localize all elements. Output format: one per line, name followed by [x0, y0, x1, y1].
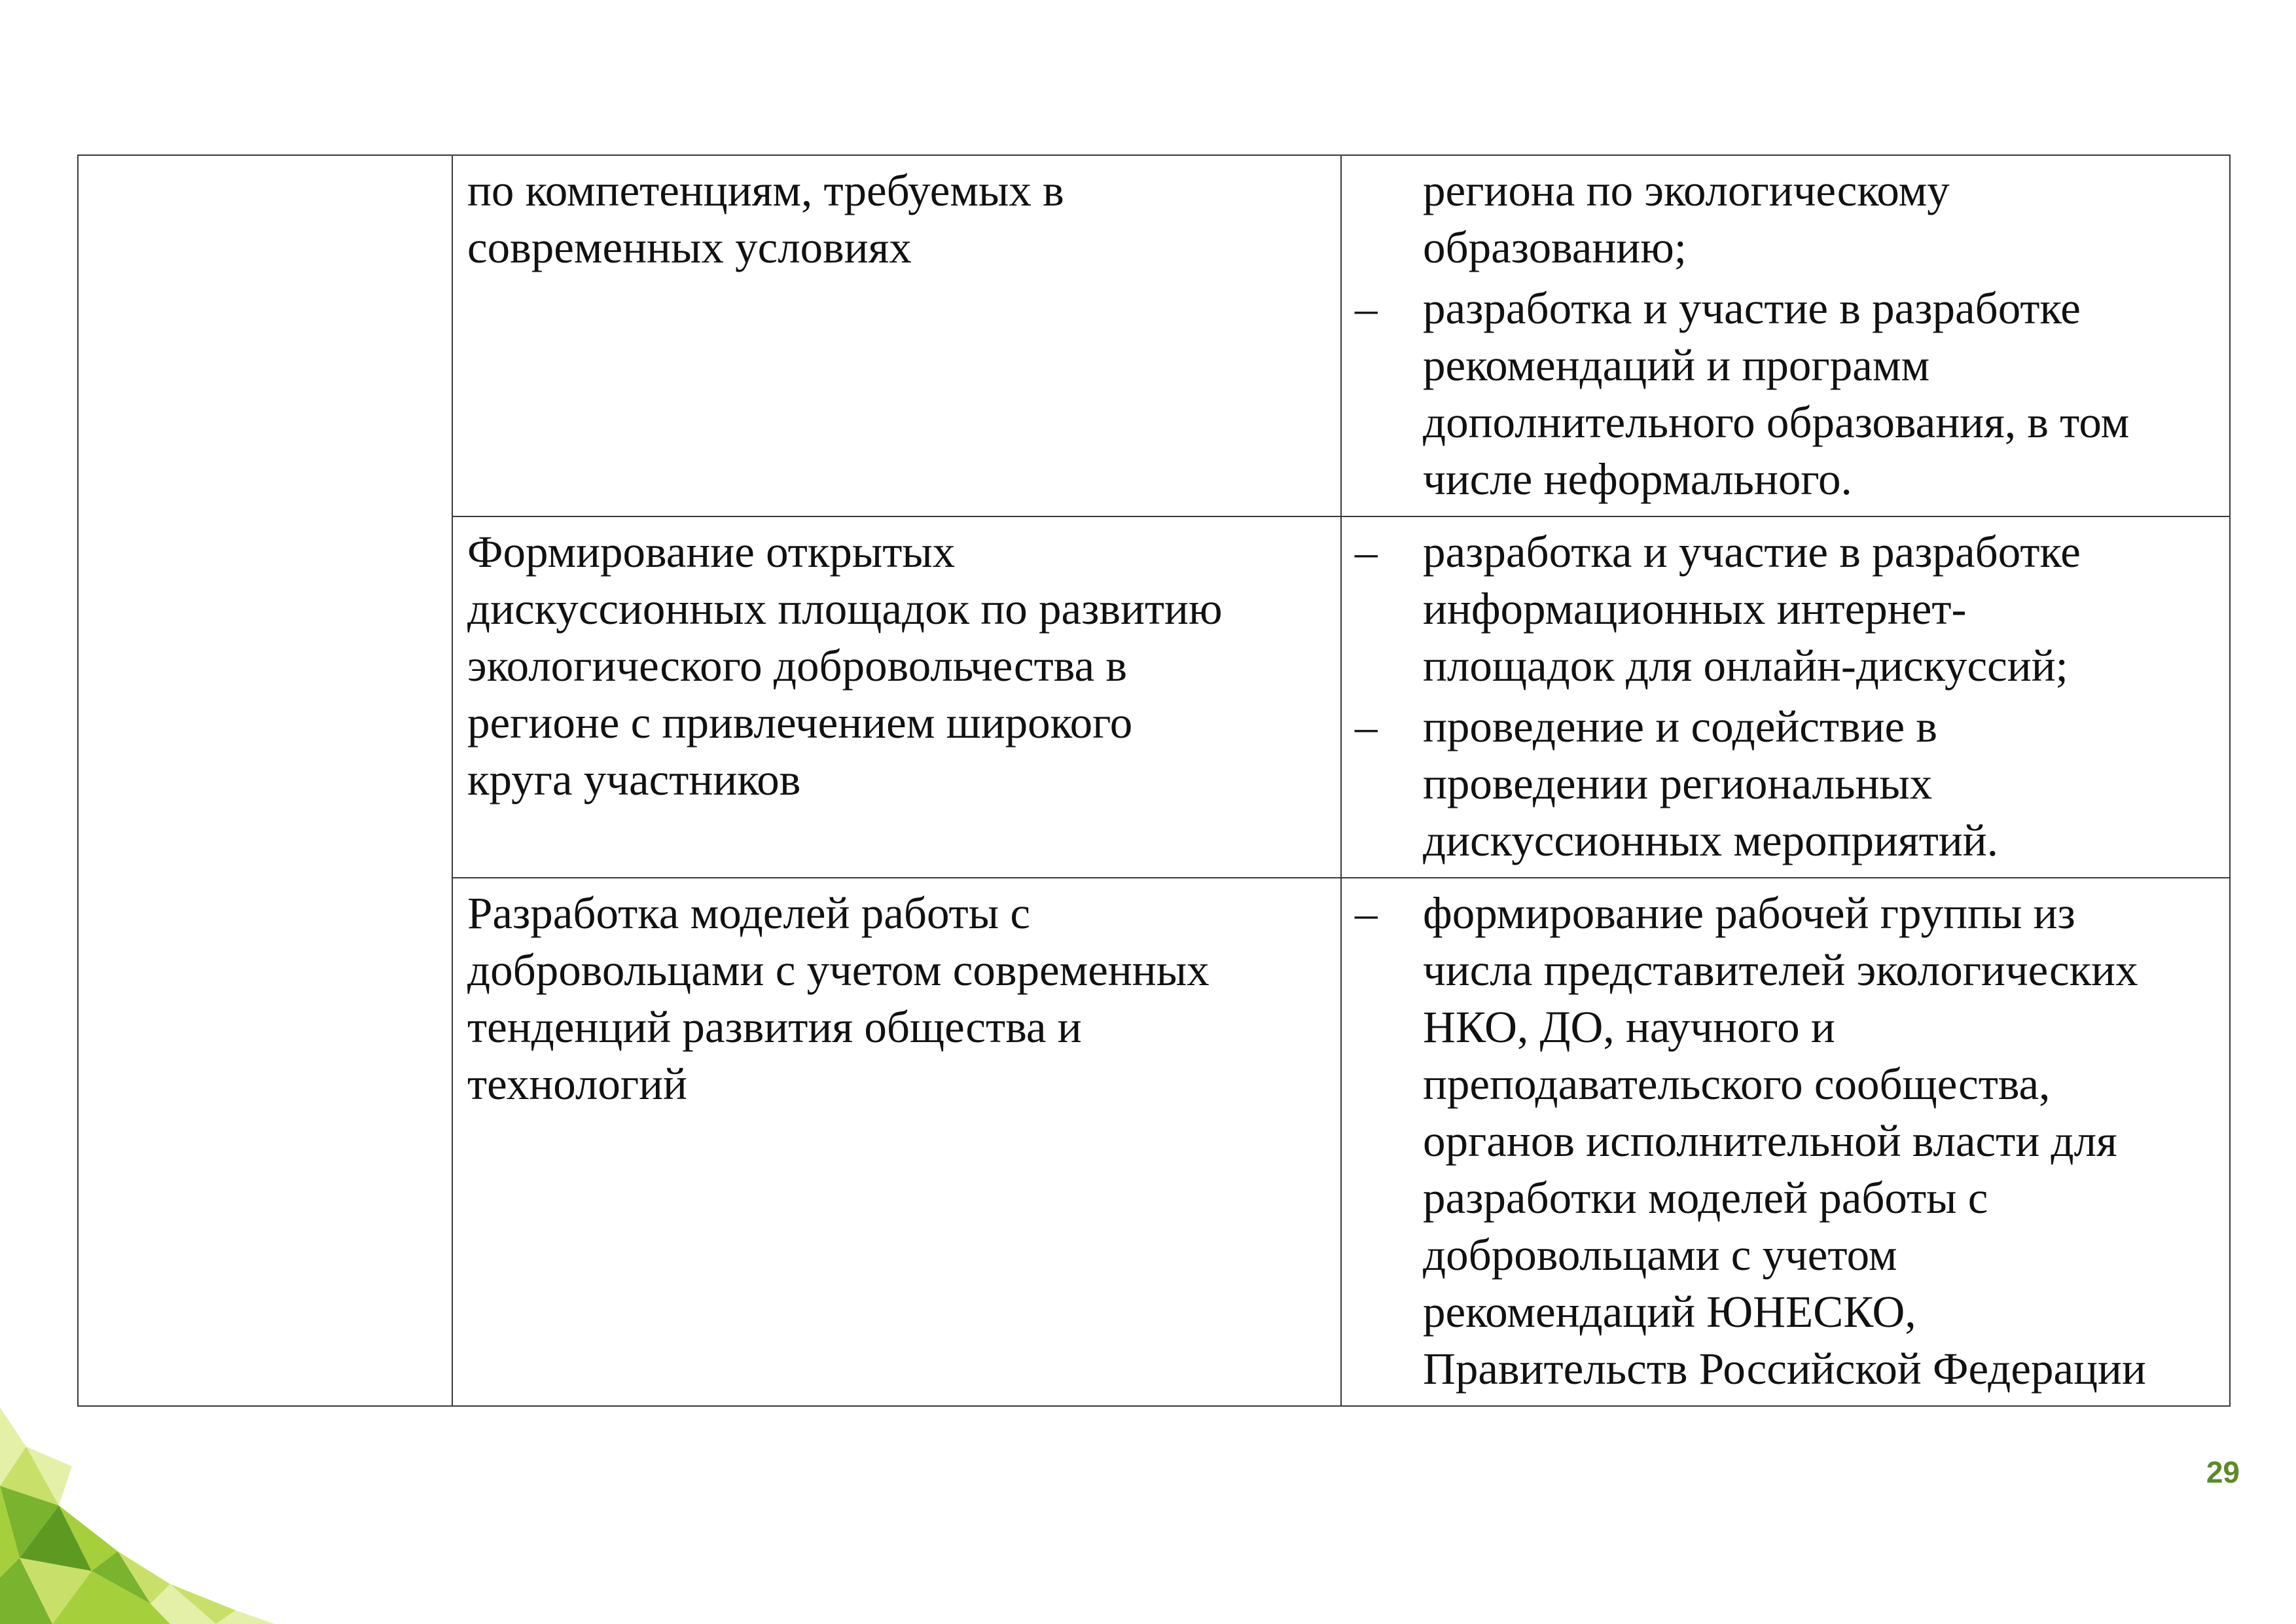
task-cell: [452, 516, 1341, 878]
actions-cell: [1341, 516, 2230, 878]
list-item-line: дополнительного образования, в том: [1423, 397, 2130, 447]
list-item-line: рекомендаций и программ: [1423, 340, 1930, 390]
continuation-line: образованию;: [1423, 223, 1687, 272]
list-item-line: дискуссионных мероприятий.: [1423, 816, 1998, 865]
task-line: тенденций развития общества и: [467, 1002, 1082, 1052]
list-item-line: разработки моделей работы с: [1423, 1173, 1988, 1223]
empty-category-cell: [78, 155, 452, 1406]
task-line: регионе с привлечением широкого: [467, 698, 1133, 748]
page-number: 29: [2206, 1455, 2240, 1489]
table-row: [78, 155, 2230, 516]
list-item-line: формирование рабочей группы из: [1423, 888, 2075, 938]
list-item-line: НКО, ДО, научного и: [1423, 1002, 1835, 1052]
dash-marker: –: [1355, 888, 1378, 938]
task-line: технологий: [467, 1059, 687, 1109]
task-line: Разработка моделей работы с: [467, 888, 1030, 938]
list-item-line: разработка и участие в разработке: [1423, 527, 2081, 577]
green-polygon-corner-icon: [0, 1407, 275, 1624]
list-item: [1355, 280, 2215, 508]
task-line: по компетенциям, требуемых в: [467, 166, 1064, 215]
task-line: современных условиях: [467, 223, 912, 272]
list-item-line: органов исполнительной власти для: [1423, 1116, 2117, 1166]
list-item-line: Правительств Российской Федерации: [1423, 1344, 2146, 1394]
dash-marker: –: [1355, 702, 1378, 751]
list-item-line: площадок для онлайн-дискуссий;: [1423, 641, 2068, 691]
list-item-line: преподавательского сообщества,: [1423, 1059, 2051, 1109]
content-table: [77, 154, 2231, 1407]
list-item-line: числе неформального.: [1423, 454, 1852, 504]
actions-cell: [1341, 878, 2230, 1406]
task-line: круга участников: [467, 755, 801, 804]
list-item-line: числа представителей экологических: [1423, 945, 2138, 995]
task-line: дискуссионных площадок по развитию: [467, 584, 1223, 634]
list-item-line: разработка и участие в разработке: [1423, 283, 2081, 333]
task-line: Формирование открытых: [467, 527, 956, 577]
action-list: [1355, 885, 2215, 1398]
dash-marker: –: [1355, 283, 1378, 333]
action-list: [1355, 524, 2215, 869]
list-item-line: информационных интернет-: [1423, 584, 1967, 634]
task-cell: [452, 878, 1341, 1406]
list-item-line: добровольцами с учетом: [1423, 1230, 1897, 1280]
continuation-line: региона по экологическому: [1423, 166, 1950, 215]
list-item-line: проведение и содействие в: [1423, 702, 1937, 751]
list-item: [1355, 885, 2215, 1398]
task-cell: [452, 155, 1341, 516]
actions-cell: [1341, 155, 2230, 516]
list-item-line: рекомендаций ЮНЕСКО,: [1423, 1287, 1916, 1337]
list-item: [1355, 524, 2215, 695]
list-item: [1355, 698, 2215, 869]
dash-marker: –: [1355, 527, 1378, 577]
task-line: добровольцами с учетом современных: [467, 945, 1210, 995]
action-list: [1355, 280, 2215, 508]
task-line: экологического добровольчества в: [467, 641, 1127, 691]
list-item-line: проведении региональных: [1423, 759, 1933, 808]
